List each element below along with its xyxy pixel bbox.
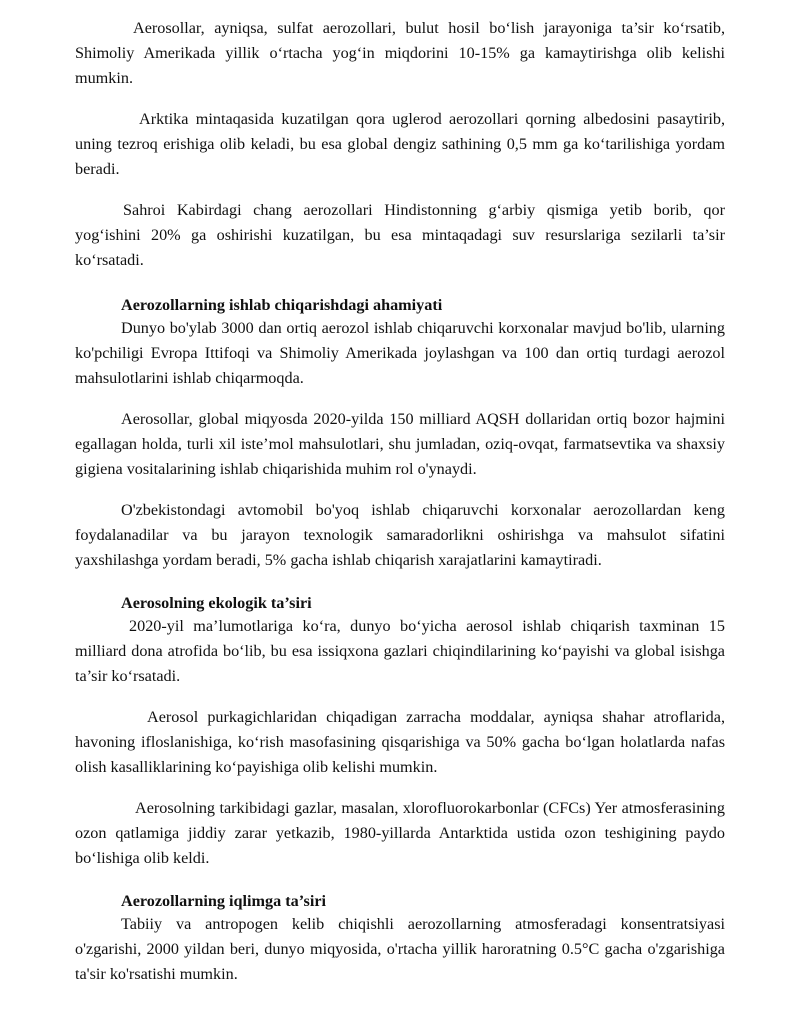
heading-ecological-impact: Aerosolning ekologik ta’siri bbox=[121, 594, 312, 612]
paragraph-temperature-change: Tabiiy va antropogen kelib chiqishli aerozollarning atmosferadagi konsentratsiyasi o'zgarishi, 2000 yildan beri, dunyo miqyosida, o'rtacha yillik haroratning 0.5°C gacha o'zgarishiga ta'sir ko'rsatishi mumkin. bbox=[75, 915, 725, 983]
paragraph-sahara-dust: Sahroi Kabirdagi chang aerozollari Hindistonning g‘arbiy qismiga yetib borib, qor yog‘ishini 20% ga oshirishi kuzatilgan, bu esa mintaqadagi suv resurslariga sezilarli ta’sir ko‘rsatadi. bbox=[75, 201, 725, 269]
paragraph-cfc-ozone: Aerosolning tarkibidagi gazlar, masalan, xlorofluorokarbonlar (CFCs) Yer atmosferasining ozon qatlamiga jiddiy zarar yetkazib, 1980-yillarda Antarktida ustida ozon teshigining paydo bo‘lishiga olib keldi. bbox=[75, 799, 725, 867]
paragraph-spray-particles: Aerosol purkagichlaridan chiqadigan zarracha moddalar, ayniqsa shahar atroflarida, havoning ifloslanishiga, ko‘rish masofasining qisqarishiga va 50% gacha bo‘lgan holatlarda nafas olish kasalliklarining ko‘payishiga olib kelishi mumkin. bbox=[75, 708, 725, 776]
paragraph-2020-production: 2020-yil ma’lumotlariga ko‘ra, dunyo bo‘yicha aerosol ishlab chiqarish taxminan 15 milliard dona atrofida bo‘lib, bu esa issiqxona gazlari chiqindilarining ko‘payishi va global isishga ta’sir ko‘rsatadi. bbox=[75, 617, 725, 685]
heading-production-importance: Aerozollarning ishlab chiqarishdagi ahamiyati bbox=[121, 296, 443, 314]
heading-climate-impact: Aerozollarning iqlimga ta’siri bbox=[121, 892, 327, 910]
paragraph-arctic-black-carbon: Arktika mintaqasida kuzatilgan qora uglerod aerozollari qorning albedosini pasaytirib, uning tezroq erishiga olib keladi, bu esa global dengiz sathining 0,5 mm ga ko‘tarilishiga yordam beradi. bbox=[75, 110, 725, 178]
paragraph-aerosol-manufacturers: Dunyo bo'ylab 3000 dan ortiq aerozol ishlab chiqaruvchi korxonalar mavjud bo'lib, ularning ko'pchiligi Evropa Ittifoqi va Shimoliy Amerikada joylashgan va 100 dan ortiq turdagi aerozol mahsulotlarini ishlab chiqarmoqda. bbox=[75, 319, 725, 387]
paragraph-sulfate-aerosols: Aerosollar, ayniqsa, sulfat aerozollari, bulut hosil bo‘lish jarayoniga ta’sir ko‘rsatib, Shimoliy Amerikada yillik o‘rtacha yog‘in miqdorini 10-15% ga kamaytirishga olib kelishi mumkin. bbox=[75, 19, 725, 87]
paragraph-uzbekistan-paint: O'zbekistondagi avtomobil bo'yoq ishlab chiqaruvchi korxonalar aerozollardan keng foydalanadilar va bu jarayon texnologik samaradorlikni oshirishga va mahsulot sifatini yaxshilashga yordam beradi, 5% gacha ishlab chiqarish xarajatlarini kamaytiradi. bbox=[75, 501, 725, 569]
paragraph-global-market: Aerosollar, global miqyosda 2020-yilda 150 milliard AQSH dollaridan ortiq bozor hajmini egallagan holda, turli xil iste’mol mahsulotlari, shu jumladan, oziq-ovqat, farmatsevtika va shaxsiy gigiena vositalarining ishlab chiqarishida muhim rol o'ynaydi. bbox=[75, 410, 725, 478]
document-page bbox=[75, 16, 725, 987]
